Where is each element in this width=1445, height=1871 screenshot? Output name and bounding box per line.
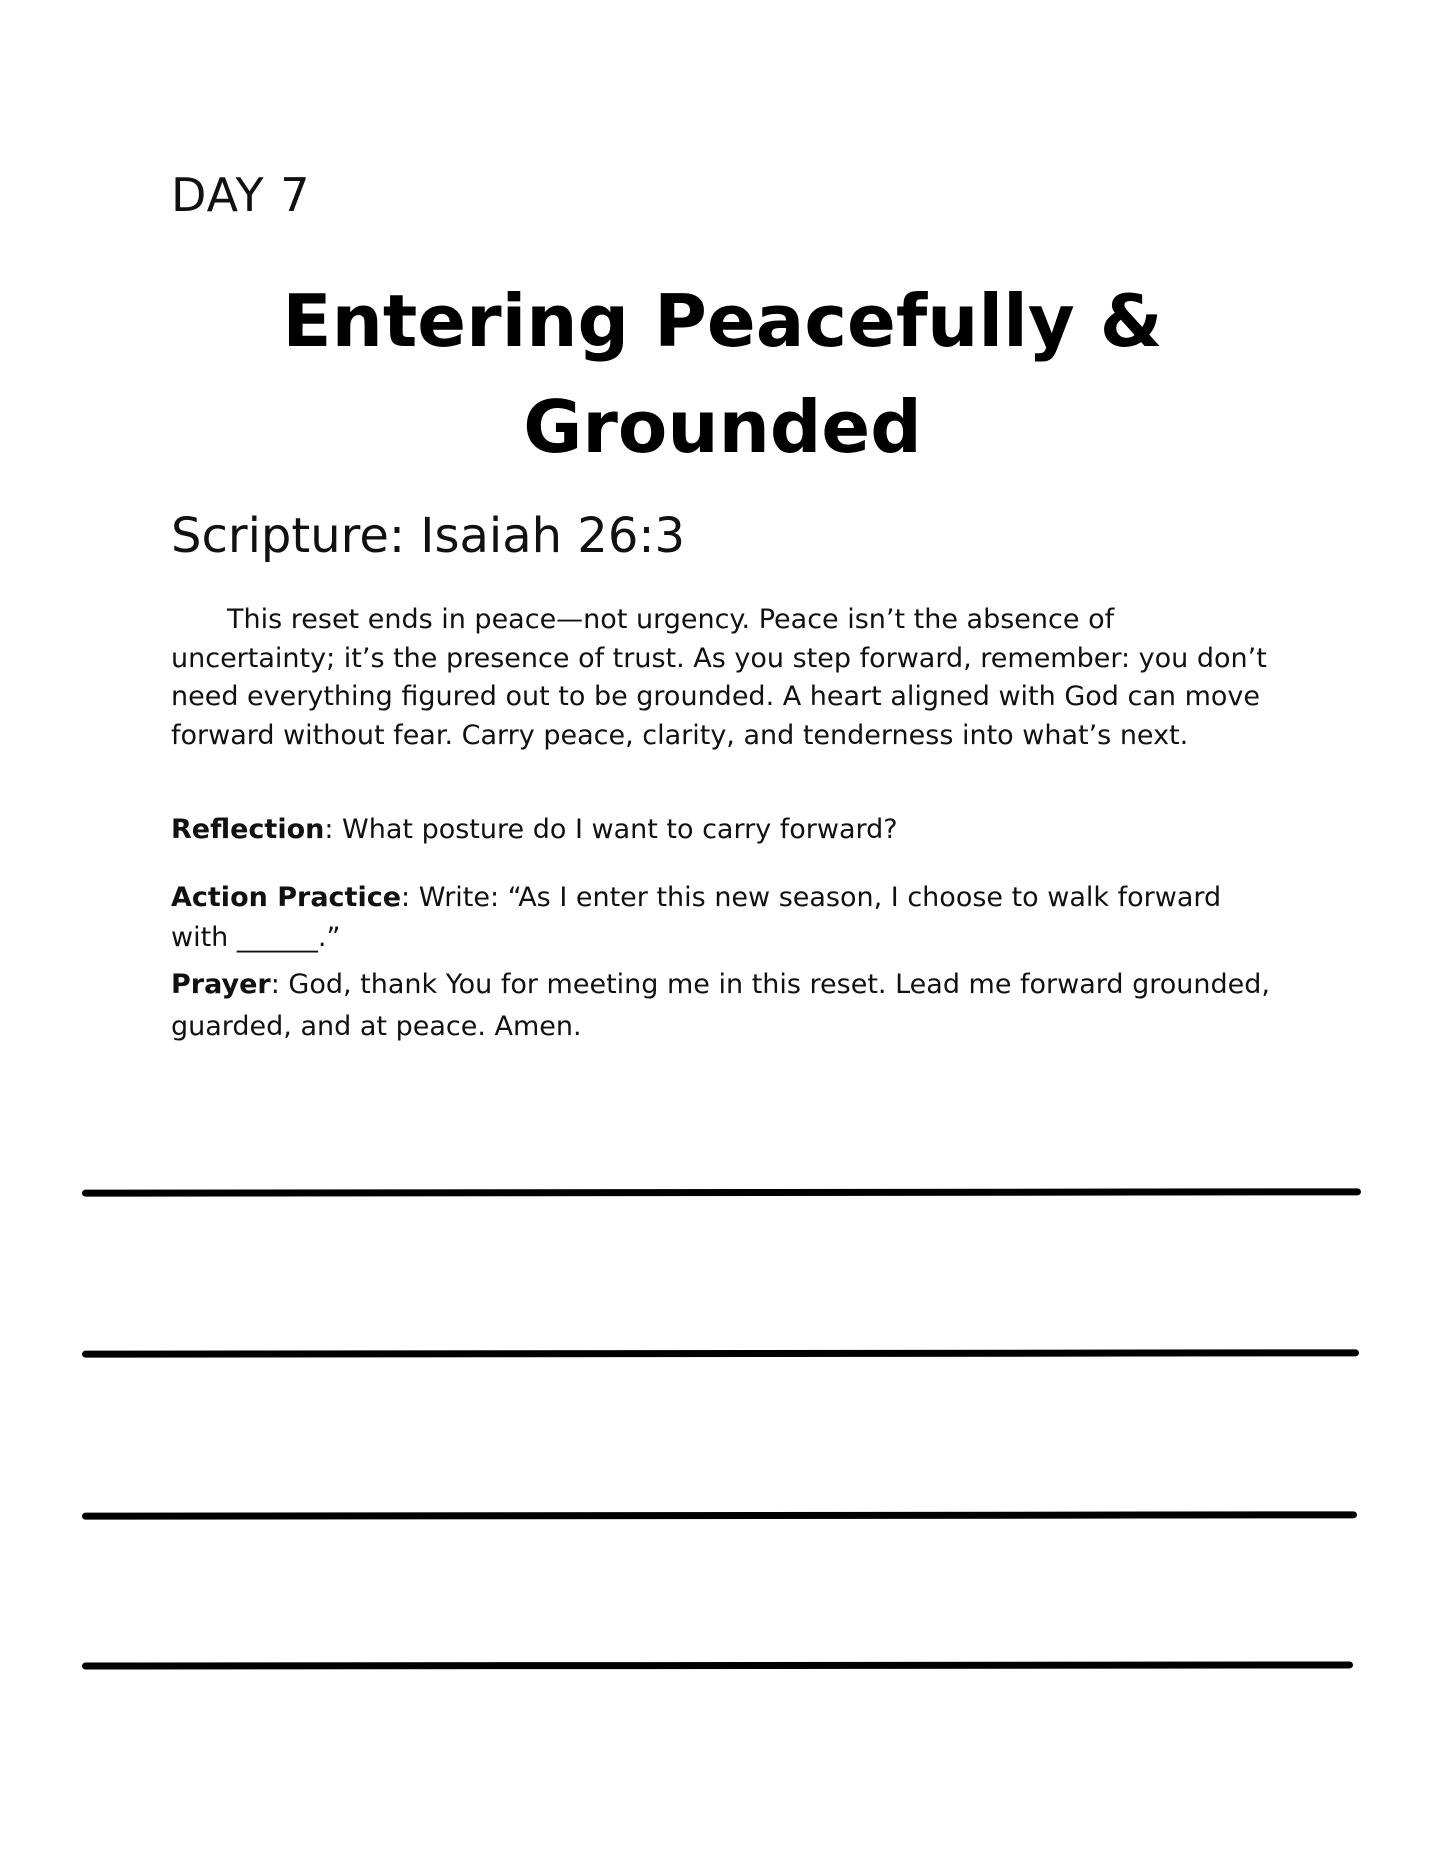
action-practice xyxy=(171,878,1281,958)
writing-line-4 xyxy=(82,1661,1353,1669)
action-practice-label: Action Practice xyxy=(171,882,402,913)
action-practice-text: : Write: “As I enter this new season, I choose to walk forward with ______.” xyxy=(171,882,1222,953)
writing-line-3 xyxy=(82,1511,1357,1519)
writing-line-2 xyxy=(82,1349,1359,1357)
title-line-1: Entering Peacefully & xyxy=(282,279,1163,363)
writing-line-1 xyxy=(82,1188,1361,1196)
reflection-label: Reflection xyxy=(171,814,325,845)
page-title xyxy=(0,268,1445,480)
prayer xyxy=(171,964,1281,1048)
prayer-label: Prayer xyxy=(171,969,271,1000)
reflection-prompt xyxy=(171,811,1281,849)
reflection-text: : What posture do I want to carry forward? xyxy=(324,814,898,845)
title-line-2: Grounded xyxy=(523,385,922,469)
day-label: DAY 7 xyxy=(171,168,311,222)
scripture-reference: Scripture: Isaiah 26:3 xyxy=(171,508,686,564)
devotional-body: This reset ends in peace—not urgency. Peace isn’t the absence of uncertainty; it’s the presence of trust. As you step forward, remember: you don’t need everything figured out to be grounded. A heart aligned with God can move forward without fear. Carry peace, clarity, and tenderness into what’s next. xyxy=(171,604,1267,751)
prayer-text: : God, thank You for meeting me in this reset. Lead me forward grounded, guarded, and at peace. Amen. xyxy=(171,969,1270,1042)
